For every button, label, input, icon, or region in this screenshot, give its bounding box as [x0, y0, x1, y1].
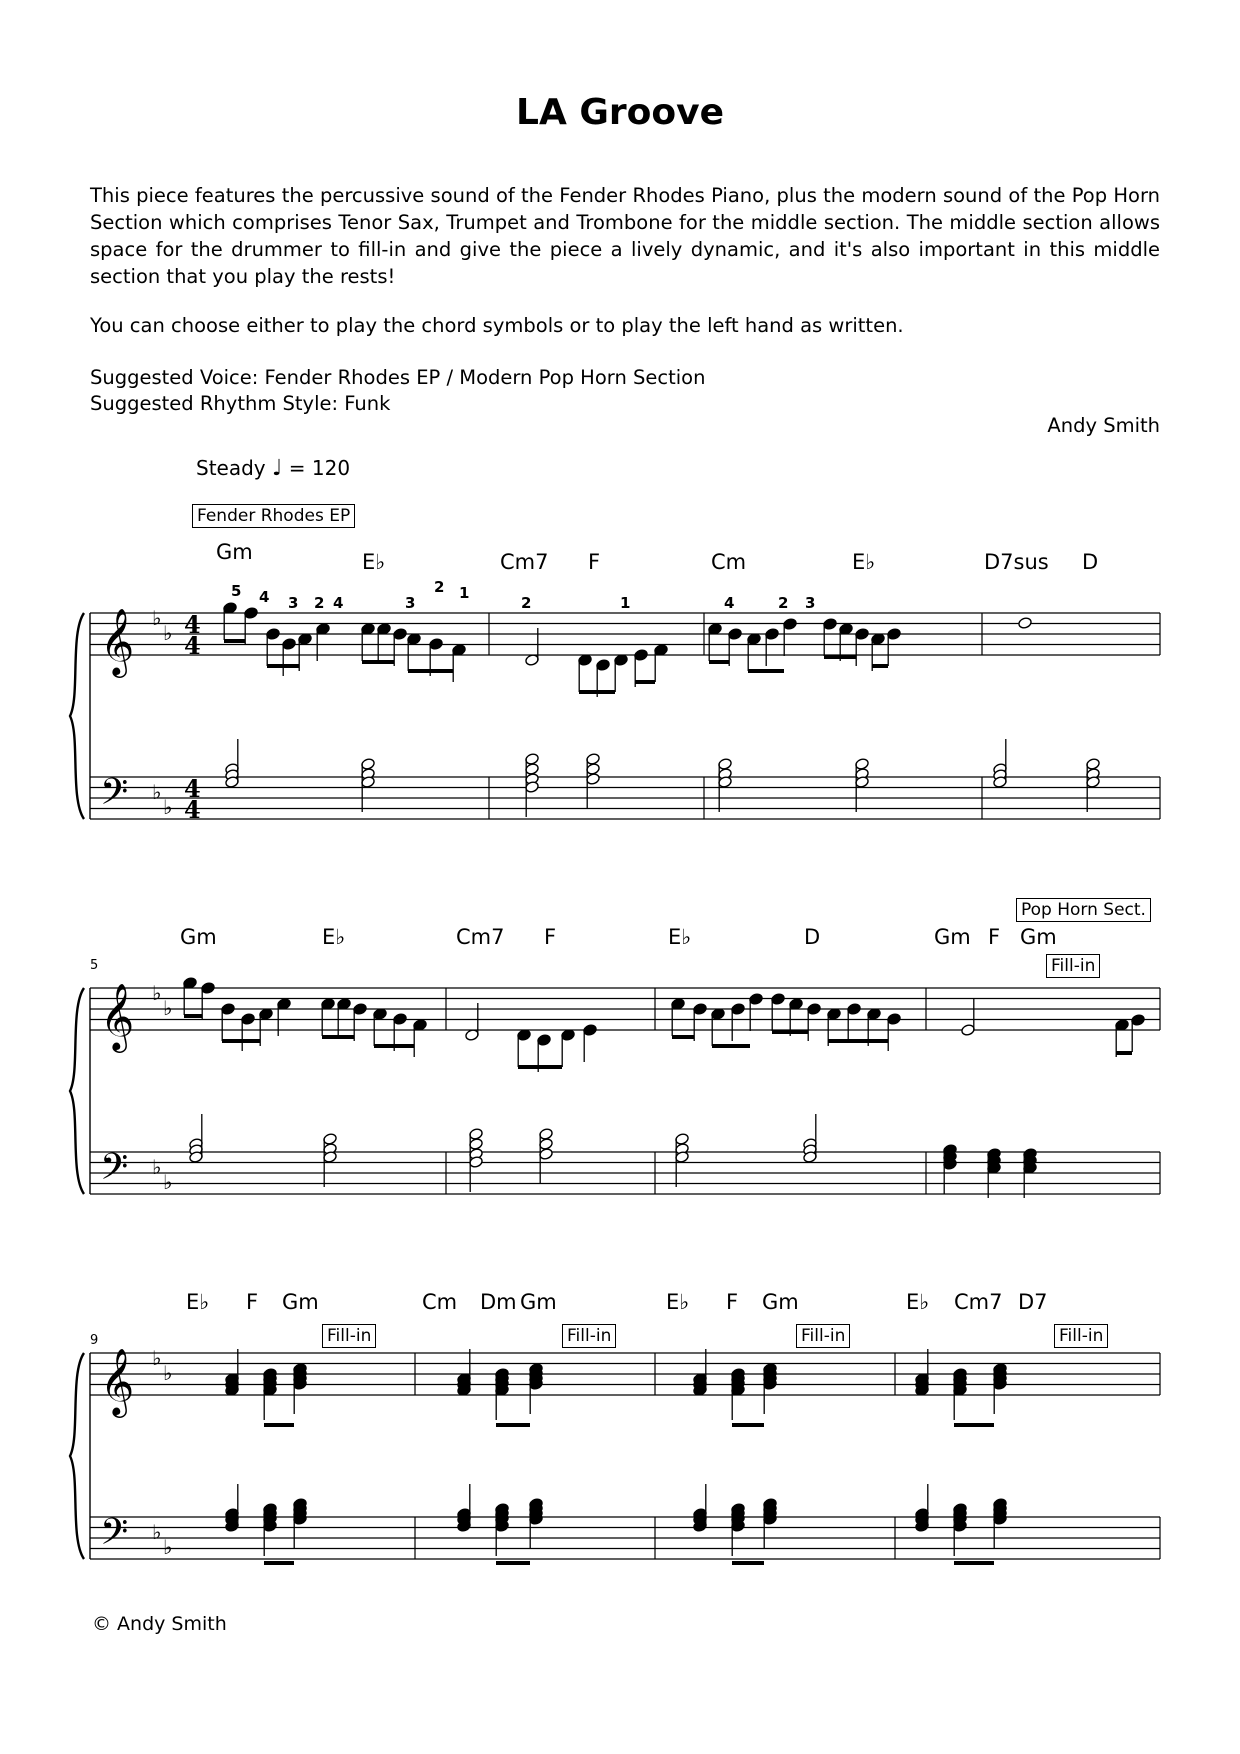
flat-icon: ♭ — [163, 621, 173, 645]
bass-clef-icon: 𝄢 — [100, 1511, 129, 1562]
fingering: 3 — [405, 594, 416, 612]
flat-icon: ♭ — [163, 996, 173, 1020]
brace — [70, 988, 84, 1194]
time-signature: 4 — [184, 795, 201, 824]
suggested-voice: Suggested Voice: Fender Rhodes EP / Modern Pop Horn Section — [90, 366, 706, 389]
fingering: 4 — [724, 594, 735, 612]
copyright: © Andy Smith — [92, 1613, 227, 1635]
chord-symbol: E♭ — [906, 1290, 930, 1314]
time-signature: 4 — [184, 774, 201, 803]
chord-symbol: E♭ — [186, 1290, 210, 1314]
chord-symbol: Gm — [216, 540, 253, 564]
chord-symbol: Dm — [480, 1290, 517, 1314]
chord-symbol: D — [1082, 550, 1099, 574]
time-signature: 4 — [184, 610, 201, 639]
flat-icon: ♭ — [152, 981, 162, 1005]
chord-symbol: E♭ — [666, 1290, 690, 1314]
suggested-rhythm: Suggested Rhythm Style: Funk — [90, 392, 391, 415]
tempo-value: = 120 — [288, 456, 351, 480]
flat-icon: ♭ — [152, 1520, 162, 1544]
brace — [70, 1353, 84, 1559]
piece-title: LA Groove — [516, 92, 724, 133]
composer: Andy Smith — [1047, 414, 1160, 437]
instrument-label-rhodes: Fender Rhodes EP — [192, 504, 355, 528]
chord-symbol: E♭ — [668, 925, 692, 949]
chord-symbol: Cm7 — [456, 925, 505, 949]
fingering: 1 — [620, 594, 631, 612]
time-signature: 4 — [184, 631, 201, 660]
bass-clef-icon: 𝄢 — [100, 771, 129, 822]
fill-in-label: Fill-in — [562, 1324, 616, 1348]
flat-icon: ♭ — [152, 780, 162, 804]
chord-symbol: F — [726, 1290, 739, 1314]
whole-note — [1018, 617, 1033, 630]
treble-clef-icon: 𝄞 — [100, 607, 135, 675]
instruction-text: You can choose either to play the chord symbols or to play the left hand as written. — [90, 314, 904, 337]
fill-in-label: Fill-in — [322, 1324, 376, 1348]
fingering: 2 — [314, 594, 325, 612]
chord-symbol: D — [804, 925, 821, 949]
chord-symbol: D7sus — [984, 550, 1049, 574]
chord-symbol: D7 — [1018, 1290, 1048, 1314]
flat-icon: ♭ — [163, 1535, 173, 1559]
chord-symbol: Gm — [762, 1290, 799, 1314]
fingering: 4 — [259, 588, 270, 606]
quarter-note-icon: ♩ — [272, 456, 283, 481]
instrument-label-horns: Pop Horn Sect. — [1016, 898, 1151, 922]
chord-symbol: Gm — [520, 1290, 557, 1314]
chord-symbol: Cm — [711, 550, 747, 574]
treble-clef-icon: 𝄞 — [100, 982, 135, 1050]
flat-icon: ♭ — [152, 1155, 162, 1179]
bass-clef-icon: 𝄢 — [100, 1146, 129, 1197]
chord-symbol: Gm — [180, 925, 217, 949]
flat-icon: ♭ — [163, 1361, 173, 1385]
fingering: 2 — [521, 594, 532, 612]
fingering: 1 — [459, 584, 470, 602]
fill-in-label: Fill-in — [1054, 1324, 1108, 1348]
chord-symbol: F — [544, 925, 557, 949]
fingering: 5 — [231, 582, 242, 600]
flat-icon: ♭ — [163, 1170, 173, 1194]
fill-in-label: Fill-in — [796, 1324, 850, 1348]
chord-symbol: F — [988, 925, 1001, 949]
tempo-word: Steady — [196, 456, 266, 480]
flat-icon: ♭ — [152, 1346, 162, 1370]
fingering: 3 — [805, 594, 816, 612]
chord-symbol: F — [588, 550, 601, 574]
measure-number: 9 — [90, 1333, 99, 1348]
chord-symbol: Gm — [1020, 925, 1057, 949]
fingering: 2 — [434, 578, 445, 596]
fill-in-label: Fill-in — [1046, 954, 1100, 978]
chord-symbol: Cm7 — [954, 1290, 1003, 1314]
treble-clef-icon: 𝄞 — [100, 1347, 135, 1415]
chord-symbol: Cm7 — [500, 550, 549, 574]
flat-icon: ♭ — [152, 606, 162, 630]
measure-number: 5 — [90, 958, 99, 973]
brace — [70, 613, 84, 819]
chord-symbol: E♭ — [322, 925, 346, 949]
chord-symbol: E♭ — [362, 550, 386, 574]
chord-symbol: Gm — [934, 925, 971, 949]
fingering: 4 — [333, 594, 344, 612]
fingering: 3 — [288, 594, 299, 612]
intro-paragraph: This piece features the percussive sound of the Fender Rhodes Piano, plus the modern sound of the Pop Horn Section which comprises Tenor Sax, Trumpet and Trombone for the middle section. The middle section allows space for the drummer to fill-in and give the piece a lively dynamic, and it's also important in this middle section that you play the rests! — [90, 184, 1160, 288]
flat-icon: ♭ — [163, 795, 173, 819]
chord-symbol: Cm — [422, 1290, 458, 1314]
chord-symbol: Gm — [282, 1290, 319, 1314]
chord-symbol: F — [246, 1290, 259, 1314]
fingering: 2 — [778, 594, 789, 612]
chord-symbol: E♭ — [852, 550, 876, 574]
